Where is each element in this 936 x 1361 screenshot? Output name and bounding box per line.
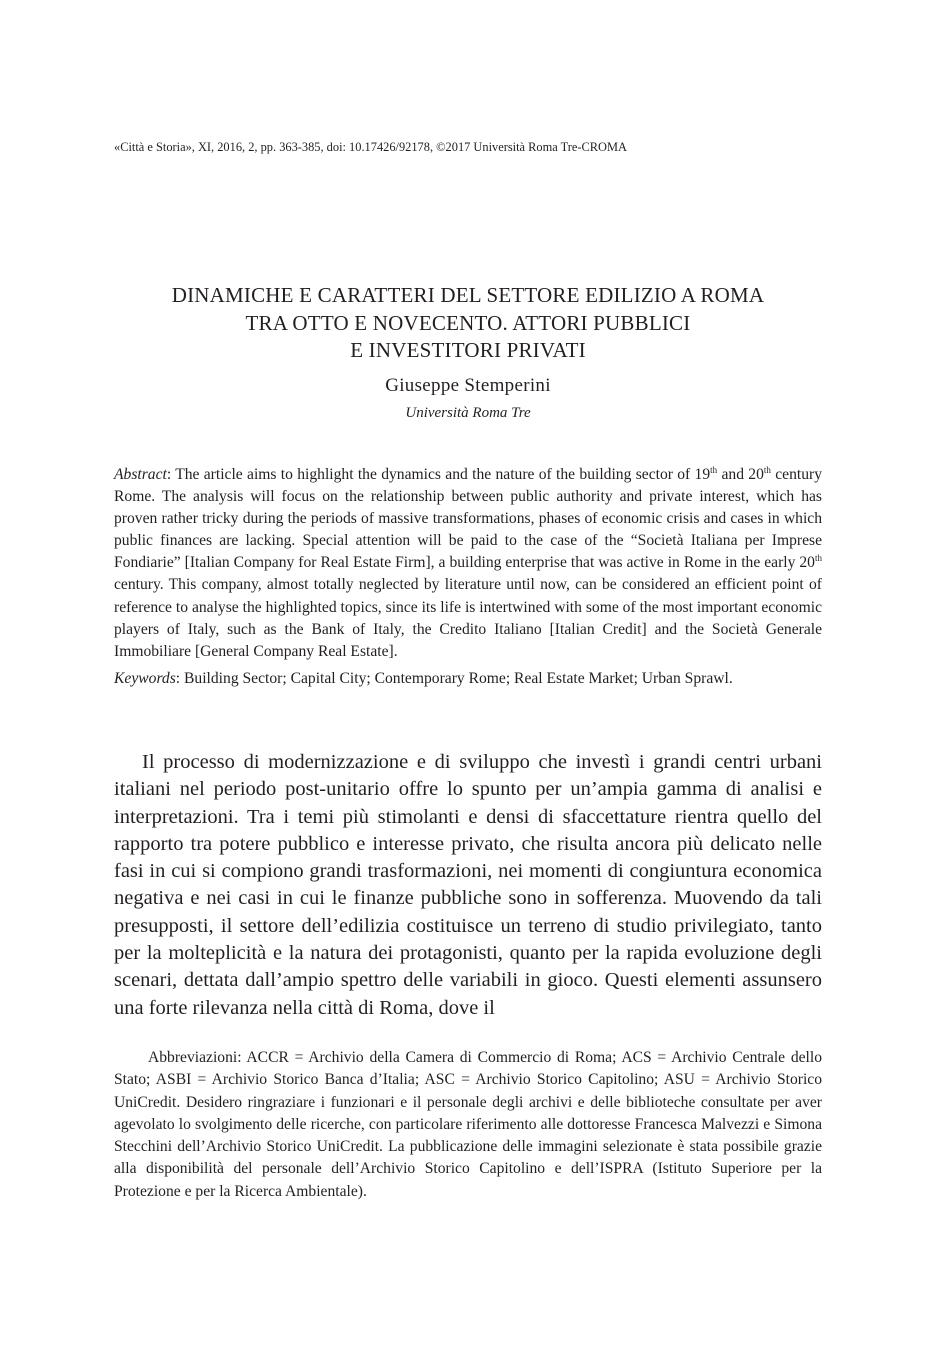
superscript-th: th <box>814 553 822 564</box>
abstract-section <box>114 464 822 690</box>
author-affiliation: Università Roma Tre <box>405 404 531 421</box>
body-section <box>114 749 822 1022</box>
abstract-text-part-2: and 20 <box>717 466 764 483</box>
keywords-paragraph <box>114 668 822 690</box>
article-title-line-1: DINAMICHE E CARATTERI DEL SETTORE EDILIZIO A ROMA <box>171 283 765 307</box>
keywords-text: : Building Sector; Capital City; Contemporary Rome; Real Estate Market; Urban Sprawl. <box>175 669 733 687</box>
abstract-text-part-3: century Rome. The analysis will focus on the relationship between public authority and private interest, which has proven rather tricky during the periods of massive transformations, phases of economic crisis and cases in which public finances are lacking. Special attention will be paid to the case of the “Società Italiana per Imprese Fondiarie” [Italian Company for Real Estate Firm], a building enterprise that was active in Rome in the early 20 <box>114 466 822 572</box>
abstract-text-part-1: : The article aims to highlight the dynamics and the nature of the building sector of 19 <box>166 466 711 483</box>
footnote-text: Abbreviazioni: ACCR = Archivio della Camera di Commercio di Roma; ACS = Archivio Centrale dello Stato; ASBI = Archivio Storico Banca d’Italia; ASC = Archivio Storico Capitolino; ASU = Archivio Storico UniCredit. Desidero ringraziare i funzionari e il personale degli archivi e delle biblioteche consultate per aver agevolato lo svolgimento delle ricerche, con particolare riferimento alle dottoresse Francesca Malvezzi e Simona Stecchini dell’Archivio Storico UniCredit. La pubblicazione delle immagini selezionate è stata possibile grazie alla disponibilità del personale dell’Archivio Storico Capitolino e dell’ISPRA (Istituto Superiore per la Protezione e per la Ricerca Ambientale). <box>114 1049 822 1200</box>
abstract-text-part-4: century. This company, almost totally neglected by literature until now, can be considered an efficient point of reference to analyse the highlighted topics, since its life is intertwined with some of the most important economic players of Italy, such as the Bank of Italy, the Credito Italiano [Italian Credit] and the Società Generale Immobiliare [General Company Real Estate]. <box>114 576 822 660</box>
article-title-line-3: E INVESTITORI PRIVATI <box>350 338 586 362</box>
keywords-label: Keywords <box>114 669 176 687</box>
article-title-line-2: TRA OTTO E NOVECENTO. ATTORI PUBBLICI <box>245 310 691 335</box>
journal-citation: «Città e Storia», XI, 2016, 2, pp. 363-385, doi: 10.17426/92178, ©2017 Università Roma Tre-CROMA <box>114 140 627 154</box>
abstract-label: Abstract <box>114 466 167 483</box>
title-block <box>114 282 822 423</box>
body-paragraph: Il processo di modernizzazione e di sviluppo che investì i grandi centri urbani italiani nel periodo post-unitario offre lo spunto per un’ampia gamma di analisi e interpretazioni. Tra i temi più stimolanti e densi di sfaccettature rientra quello del rapporto tra potere pubblico e interesse privato, che risulta ancora più delicato nelle fasi in cui si compiono grandi trasformazioni, nei momenti di congiuntura economica negativa e nei casi in cui le finanze pubbliche sono in sofferenza. Muovendo da tali presupposti, il settore dell’edilizia costituisce un terreno di studio privilegiato, tanto per la molteplicità e la natura dei protagonisti, quanto per la rapida evoluzione degli scenari, dettata dall’ampio spettro delle variabili in gioco. Questi elementi assunsero una forte rilevanza nella città di Roma, dove il <box>114 751 822 1019</box>
superscript-th: th <box>763 465 771 475</box>
abstract-paragraph <box>114 464 822 663</box>
superscript-th: th <box>710 465 718 475</box>
footnote-section <box>114 1047 822 1203</box>
author-name: Giuseppe Stemperini <box>385 374 551 396</box>
